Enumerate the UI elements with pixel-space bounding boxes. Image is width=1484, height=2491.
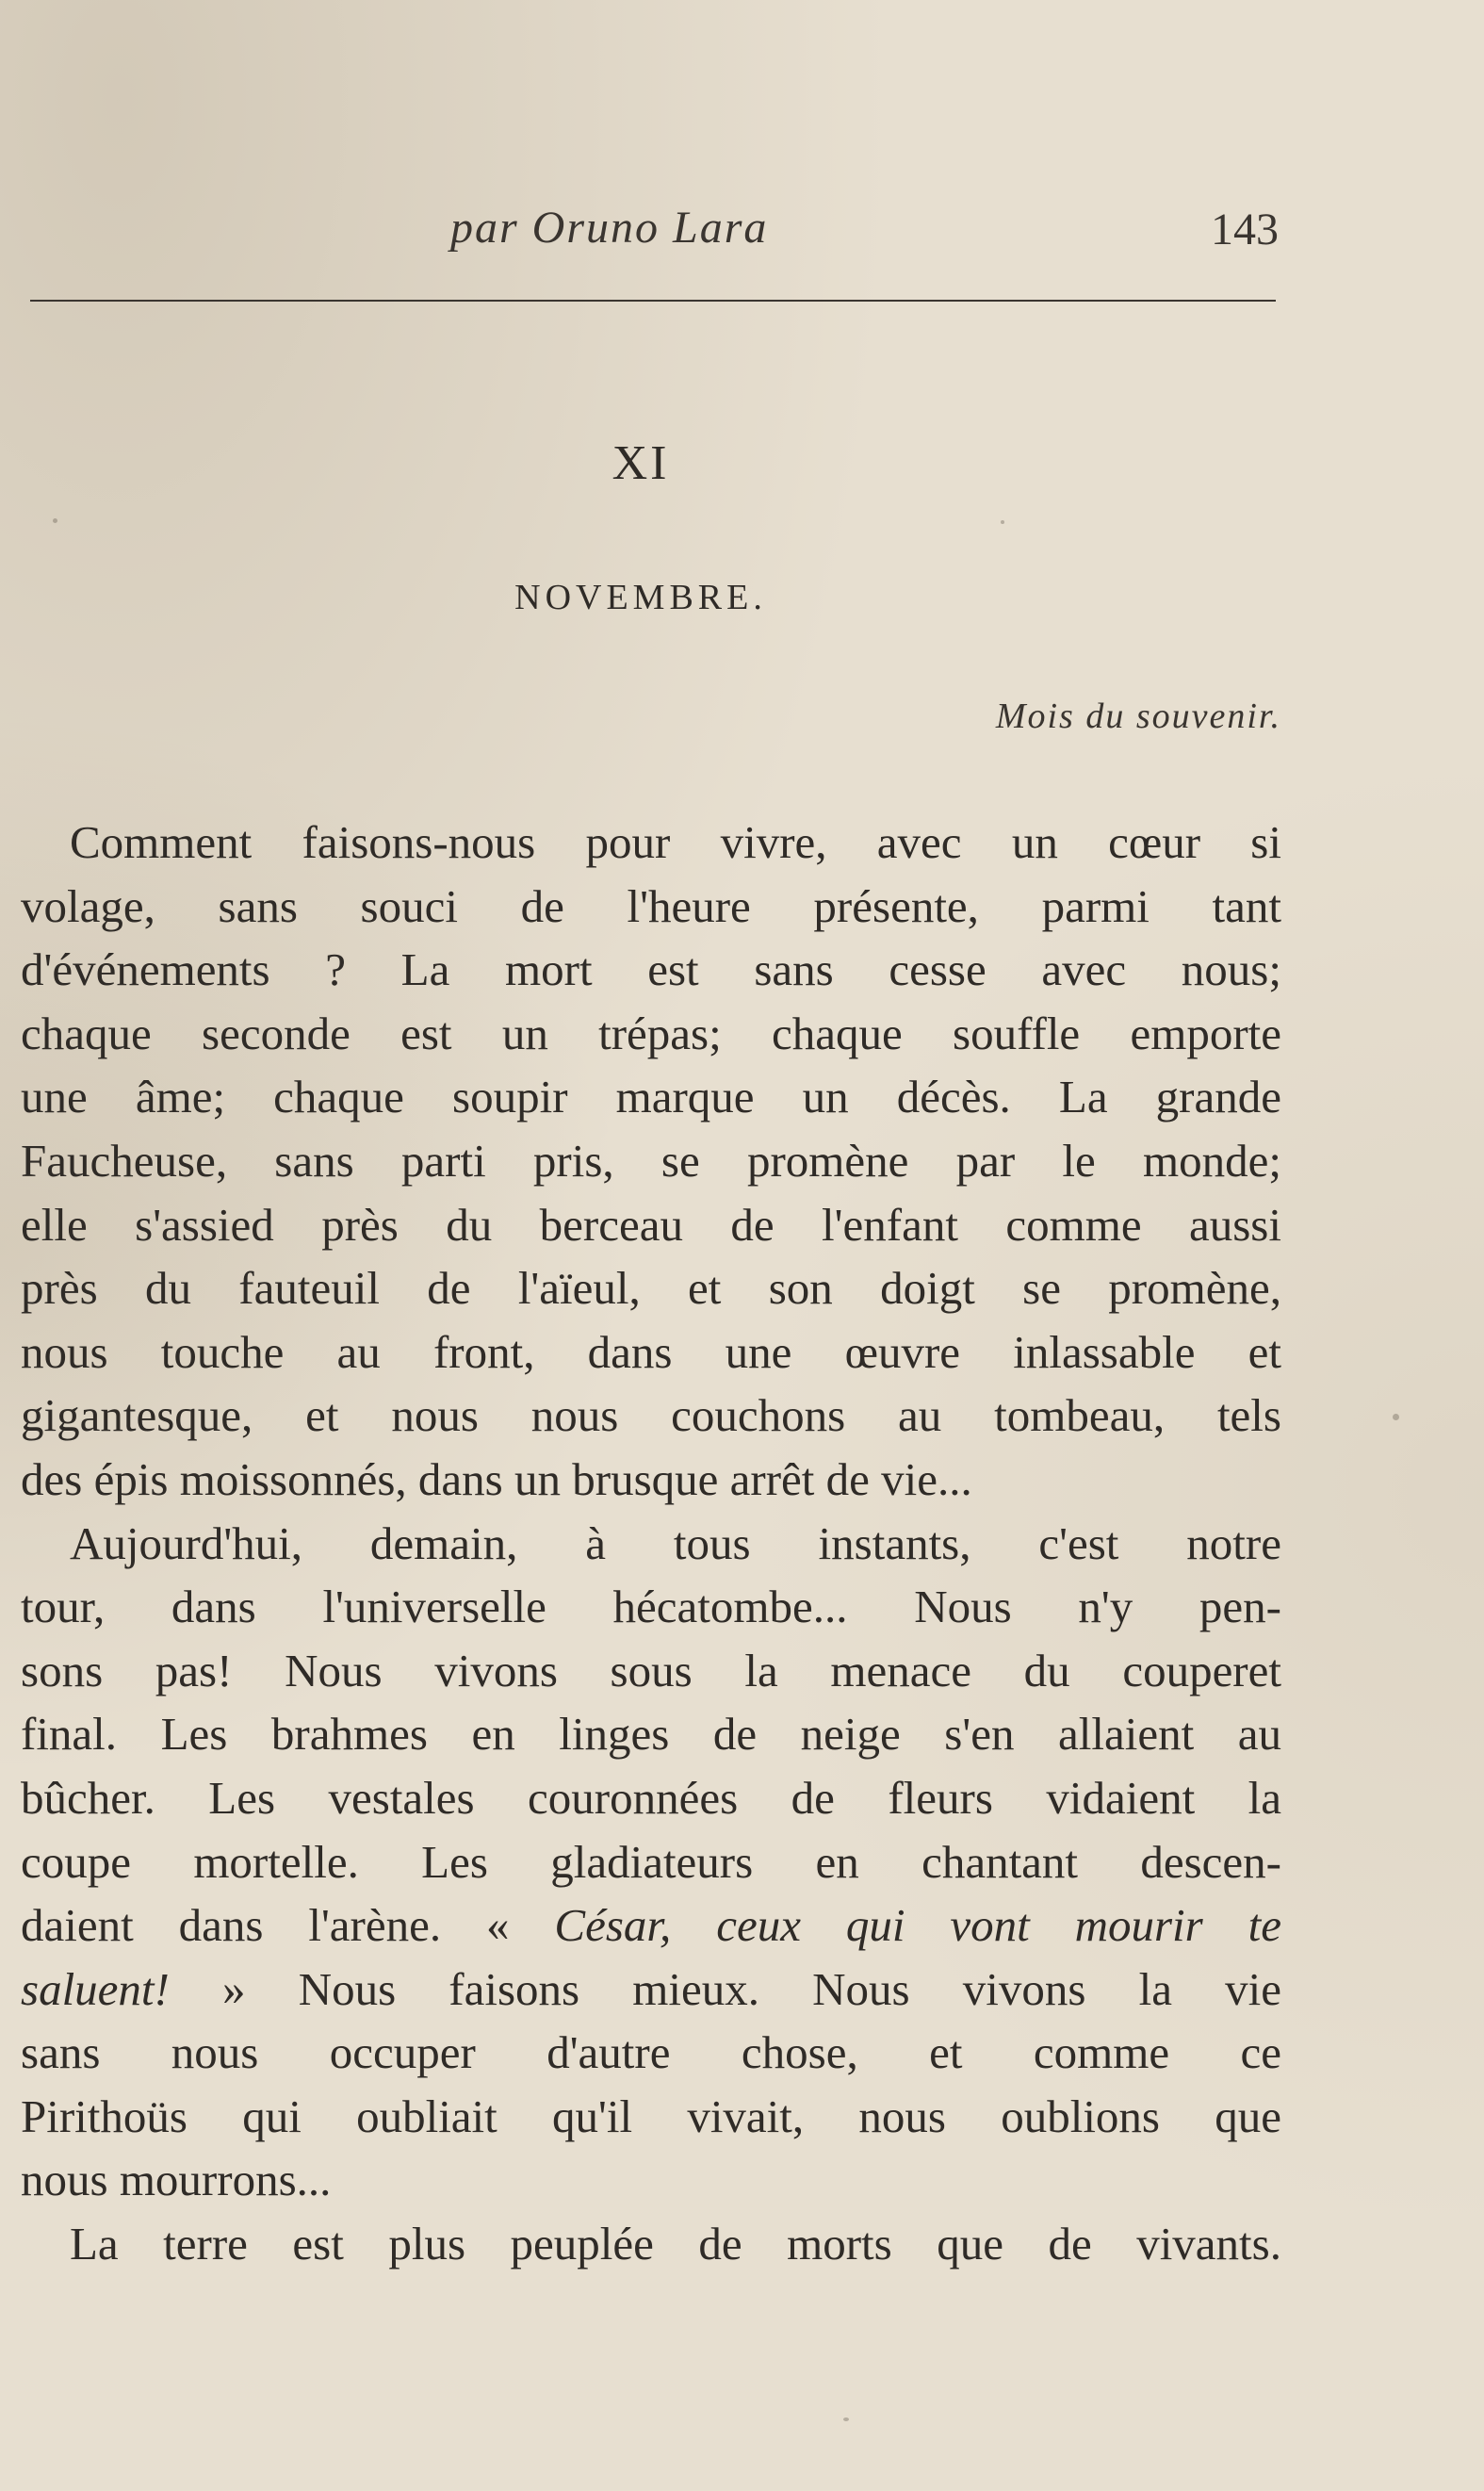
paper-speck bbox=[843, 2417, 849, 2421]
text-line: coupe mortelle. Les gladiateurs en chantant descen- bbox=[21, 1835, 1281, 1888]
quotation-italic: César, ceux qui vont mourir te bbox=[554, 1899, 1281, 1952]
chapter-number: XI bbox=[612, 436, 670, 490]
text-line: nous mourrons... bbox=[21, 2154, 332, 2206]
running-title: par Oruno Lara bbox=[450, 203, 769, 253]
text-line: Pirithoüs qui oubliait qu'il vivait, nous oublions que bbox=[21, 2089, 1281, 2142]
quotation-italic: saluent! bbox=[21, 1962, 170, 2015]
text-line: sans nous occuper d'autre chose, et comme ce bbox=[21, 2026, 1281, 2079]
text-line: d'événements ? La mort est sans cesse avec nous; bbox=[21, 943, 1281, 996]
paper-speck bbox=[1393, 1414, 1399, 1420]
text-line: elle s'assied près du berceau de l'enfant comme aussi bbox=[21, 1198, 1281, 1251]
text-line: nous touche au front, dans une œuvre inlassable et bbox=[21, 1325, 1281, 1378]
text-line: bûcher. Les vestales couronnées de fleurs vidaient la bbox=[21, 1771, 1281, 1824]
text-line: Faucheuse, sans parti pris, se promène par le monde; bbox=[21, 1134, 1281, 1187]
text-line-with-quote bbox=[21, 1893, 1281, 1958]
text-line: final. Les brahmes en linges de neige s'en allaient au bbox=[21, 1708, 1281, 1761]
text-segment: » Nous faisons mieux. Nous vivons la vie bbox=[222, 1962, 1281, 2015]
text-line: sons pas! Nous vivons sous la menace du couperet bbox=[21, 1644, 1281, 1696]
text-line: volage, sans souci de l'heure présente, parmi tant bbox=[21, 879, 1281, 932]
text-line: Comment faisons-nous pour vivre, avec un cœur si bbox=[70, 816, 1281, 868]
text-line: Aujourd'hui, demain, à tous instants, c'est notre bbox=[70, 1516, 1281, 1569]
running-head bbox=[0, 202, 1484, 277]
text-line: gigantesque, et nous nous couchons au tombeau, tels bbox=[21, 1389, 1281, 1442]
header-rule bbox=[30, 300, 1276, 302]
text-segment: daient dans l'arène. « bbox=[21, 1899, 510, 1952]
text-line: La terre est plus peuplée de morts que de vivants. bbox=[70, 2218, 1281, 2270]
paper-speck bbox=[53, 518, 57, 523]
text-line: tour, dans l'universelle hécatombe... Nous n'y pen- bbox=[21, 1581, 1281, 1633]
chapter-title: NOVEMBRE. bbox=[514, 578, 767, 617]
epigraph: Mois du souvenir. bbox=[995, 696, 1281, 736]
text-line: chaque seconde est un trépas; chaque souffle emporte bbox=[21, 1007, 1281, 1059]
text-line: une âme; chaque soupir marque un décès. La grande bbox=[21, 1071, 1281, 1123]
paper-speck bbox=[1001, 520, 1004, 524]
text-line: des épis moissonnés, dans un brusque arrêt de vie... bbox=[21, 1452, 972, 1505]
text-line-with-quote bbox=[21, 1958, 1281, 2022]
body-text bbox=[21, 811, 1281, 2276]
page-number: 143 bbox=[1211, 205, 1279, 254]
text-line: près du fauteuil de l'aïeul, et son doigt se promène, bbox=[21, 1262, 1281, 1315]
